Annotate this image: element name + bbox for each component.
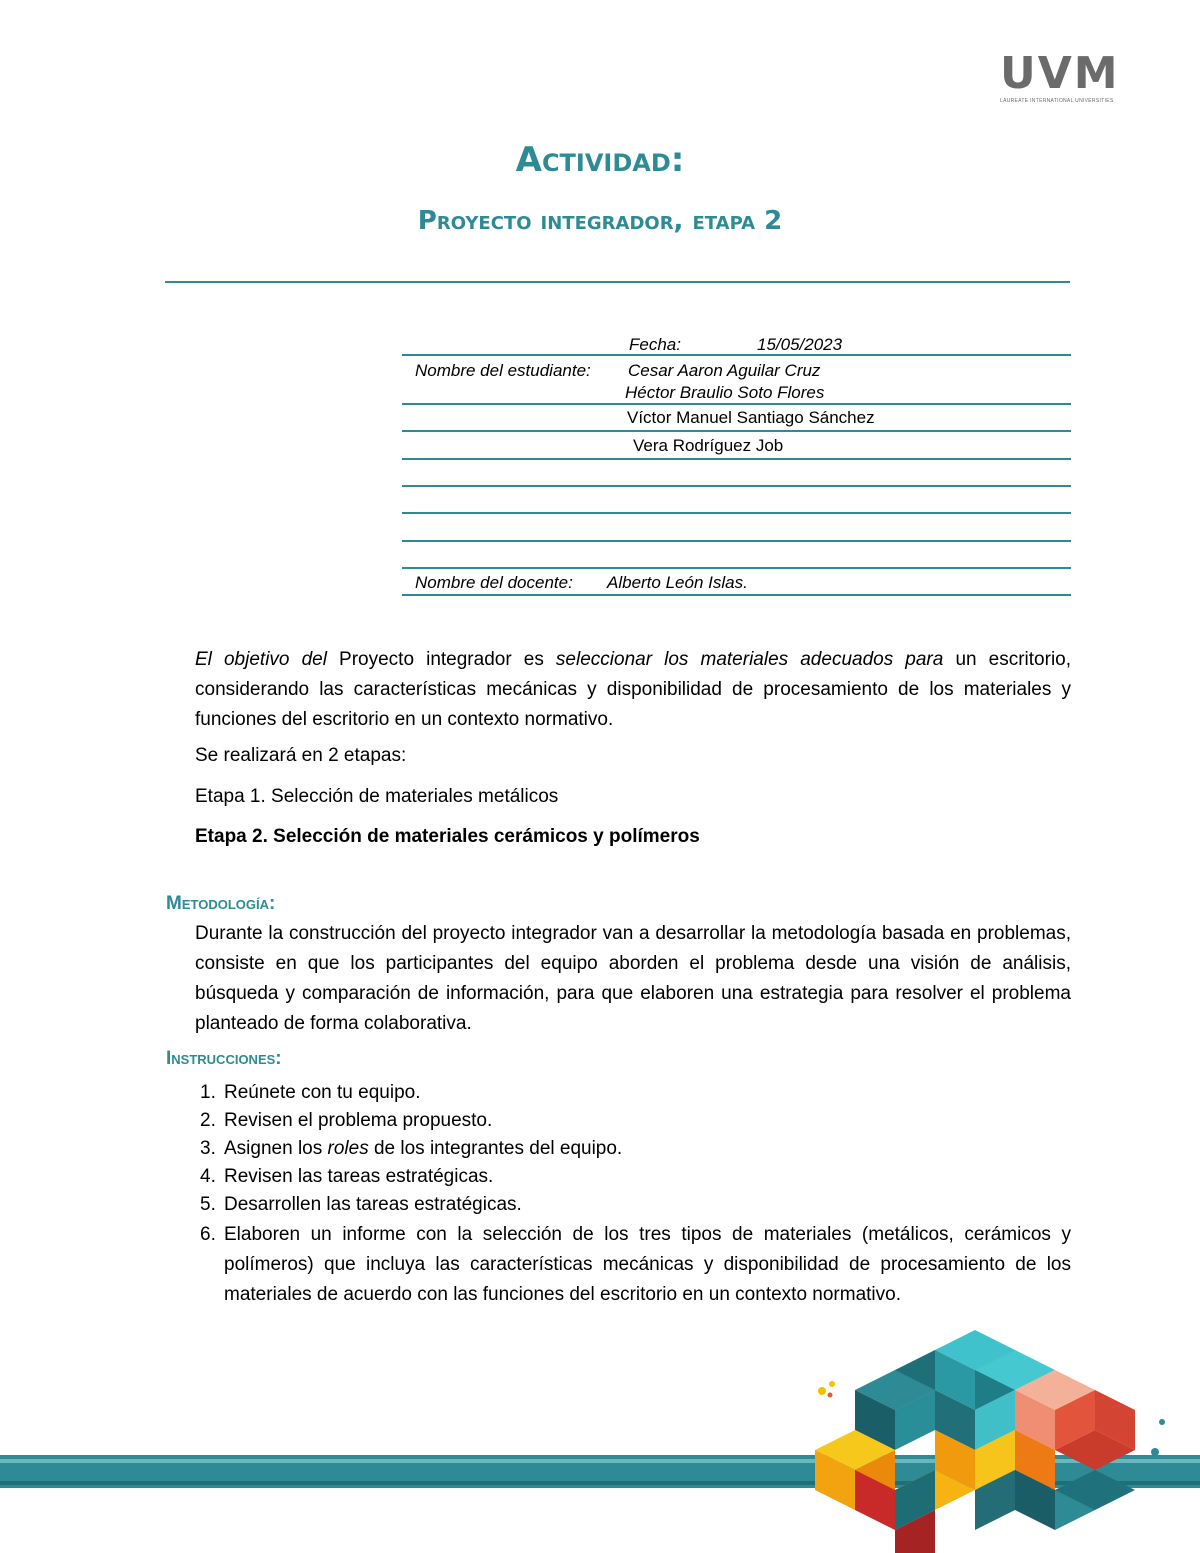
fecha-label: Fecha: — [629, 335, 681, 354]
list-text: Reúnete con tu equipo. — [224, 1082, 421, 1103]
logo-tagline: LAUREATE INTERNATIONAL UNIVERSITIES — [1000, 98, 1114, 104]
objective-lead: El objetivo del — [195, 649, 327, 670]
list-number: 5. — [200, 1194, 216, 1215]
stage-2: Etapa 2. Selección de materiales cerámicos y polímeros — [195, 826, 700, 847]
list-item — [200, 1134, 1071, 1164]
instrucciones-heading: Instrucciones: — [166, 1048, 282, 1069]
list-text: Elaboren un informe con la selección de los tres tipos de materiales (metálicos, cerámicos y polímeros) que incluya las características mecánicas y disponibilidad de procesamiento de los materiales de acuerdo con las funciones del escritorio en un contexto normativo. — [224, 1224, 1071, 1305]
teacher-label: Nombre del docente: — [415, 573, 573, 592]
list-number: 4. — [200, 1166, 216, 1187]
list-number: 3. — [200, 1138, 216, 1159]
list-item — [200, 1220, 1071, 1310]
student-label: Nombre del estudiante: — [415, 361, 591, 380]
cube-decoration — [800, 1330, 1180, 1553]
form-line — [402, 594, 1071, 596]
form-line — [402, 403, 1071, 405]
list-item — [200, 1078, 1071, 1108]
list-text: Revisen el problema propuesto. — [224, 1110, 493, 1131]
form-line — [402, 567, 1071, 569]
form-line — [402, 354, 1071, 356]
uvm-logo — [1000, 48, 1125, 110]
form-line — [402, 485, 1071, 487]
page-title: Actividad: — [515, 140, 685, 180]
objective-paragraph — [195, 645, 1071, 735]
list-text: Revisen las tareas estratégicas. — [224, 1166, 494, 1187]
list-item — [200, 1106, 1071, 1136]
page-subtitle: Proyecto integrador, etapa 2 — [417, 206, 783, 236]
stage-1: Etapa 1. Selección de materiales metálicos — [195, 786, 559, 807]
list-text-em: roles — [327, 1138, 369, 1159]
objective-project: Proyecto integrador es — [326, 649, 556, 670]
form-line — [402, 430, 1071, 432]
form-line — [402, 512, 1071, 514]
list-item — [200, 1162, 1071, 1192]
form-line — [402, 540, 1071, 542]
stages-intro: Se realizará en 2 etapas: — [195, 745, 407, 766]
list-number: 6. — [200, 1224, 216, 1245]
student-name-1: Cesar Aaron Aguilar Cruz — [628, 361, 821, 380]
list-text: Asignen los — [224, 1138, 328, 1159]
list-item — [200, 1190, 1071, 1220]
metodologia-heading: Metodología: — [166, 893, 276, 914]
form-line — [402, 458, 1071, 460]
teacher-value: Alberto León Islas. — [607, 573, 748, 592]
list-text: Desarrollen las tareas estratégicas. — [224, 1194, 522, 1215]
list-number: 1. — [200, 1082, 216, 1103]
objective-emphasis: seleccionar los materiales adecuados para — [555, 649, 944, 670]
logo-word: UVM — [1000, 48, 1120, 99]
fecha-value: 15/05/2023 — [757, 335, 843, 354]
title-divider — [165, 281, 1070, 283]
metodologia-text: Durante la construcción del proyecto integrador van a desarrollar la metodología basada en problemas, consiste en que los participantes del equipo aborden el problema desde una visión de análisis, búsqueda y comparación de información, para que elaboren una estrategia para resolver el problema planteado de forma colaborativa. — [195, 923, 1071, 1034]
objective-rest: un escritorio, considerando las características mecánicas y disponibilidad de procesamiento de los materiales y funciones del escritorio en un contexto normativo. — [195, 649, 1072, 730]
list-number: 2. — [200, 1110, 216, 1131]
list-text: de los integrantes del equipo. — [368, 1138, 623, 1159]
student-name-2: Héctor Braulio Soto Flores — [625, 383, 825, 402]
student-name-4: Vera Rodríguez Job — [633, 436, 784, 455]
student-name-3: Víctor Manuel Santiago Sánchez — [627, 408, 875, 427]
